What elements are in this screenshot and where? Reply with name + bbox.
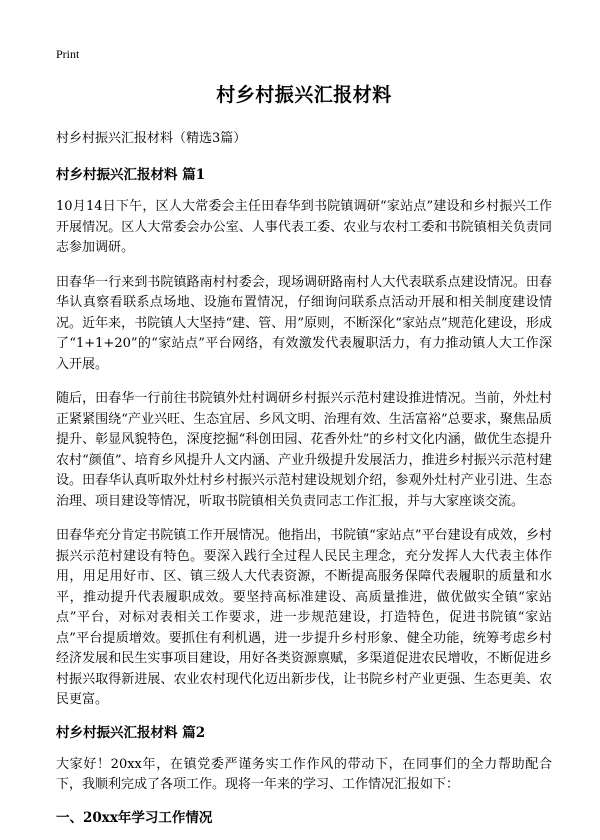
- paragraph: 随后，田春华一行前往书院镇外灶村调研乡村振兴示范村建设推进情况。当前，外灶村正紧紧围绕“产业兴旺、生态宜居、乡风文明、治理有效、生活富裕”总要求，聚焦品质提升、彰显风貌特色，深度挖掘“科创田园、花香外灶”的乡村文化内涵，做优生态提升农村“颜值”、培育乡风提升人文内涵、产业升级提升发展活力，推进乡村振兴示范村建设。田春华认真听取外灶村乡村振兴示范村建设规划介绍，参观外灶村产业引进、生态治理、项目建设等情况，听取书院镇相关负责同志工作汇报，并与大家座谈交流。: [56, 391, 552, 509]
- section-heading-1: 村乡村振兴汇报材料 篇1: [56, 167, 206, 183]
- paragraph: 田春华一行来到书院镇路南村村委会，现场调研路南村人大代表联系点建设情况。田春华认真察看联系点场地、设施布置情况，仔细询问联系点活动开展和相关制度建设情况。近年来，书院镇人大坚持“建、管、用”原则，不断深化“家站点”规范化建设，形成了“1+1+20”的“家站点”平台网络，有效激发代表履职活力，有力推动镇人大工作深入开展。: [56, 274, 552, 372]
- paragraph: 大家好！20xx年，在镇党委严谨务实工作作风的带动下，在同事们的全力帮助配合下，我顺利完成了各项工作。现将一年来的学习、工作情况汇报如下：: [56, 756, 552, 792]
- paragraph: 田春华充分肯定书院镇工作开展情况。他指出，书院镇“家站点”平台建设有成效，乡村振兴示范村建设有特色。要深入践行全过程人民民主理念，充分发挥人大代表主体作用，用足用好市、区、镇三级人大代表资源，不断提高服务保障代表履职的质量和水平，推动提升代表履职成效。要坚持高标准建设、高质量推进，做优做实全镇“家站点”平台，对标对表相关工作要求，进一步规范建设，打造特色，促进书院镇“家站点”平台提质增效。要抓住有利机遇，进一步提升乡村形象、健全功能，统筹考虑乡村经济发展和民生实事项目建设，用好各类资源禀赋，多渠道促进农民增收，不断促进乡村振兴取得新进展、农业农村现代化迈出新步伐，让书院乡村产业更强、生态更美、农民更富。: [56, 528, 552, 707]
- document-title: 村乡村振兴汇报材料: [216, 84, 392, 106]
- document-body: [56, 80, 552, 840]
- section-heading-3: 一、20xx年学习工作情况: [56, 809, 213, 826]
- paragraph: 10月14日下午，区人大常委会主任田春华到书院镇调研“家站点”建设和乡村振兴工作开展情况。区人大常委会办公室、人事代表工委、农业与农村工委和书院镇相关负责同志参加调研。: [56, 199, 552, 255]
- section-heading-2: 村乡村振兴汇报材料 篇2: [56, 724, 206, 741]
- document-subtitle: 村乡村振兴汇报材料（精选3篇）: [56, 131, 247, 146]
- print-link[interactable]: Print: [56, 47, 80, 61]
